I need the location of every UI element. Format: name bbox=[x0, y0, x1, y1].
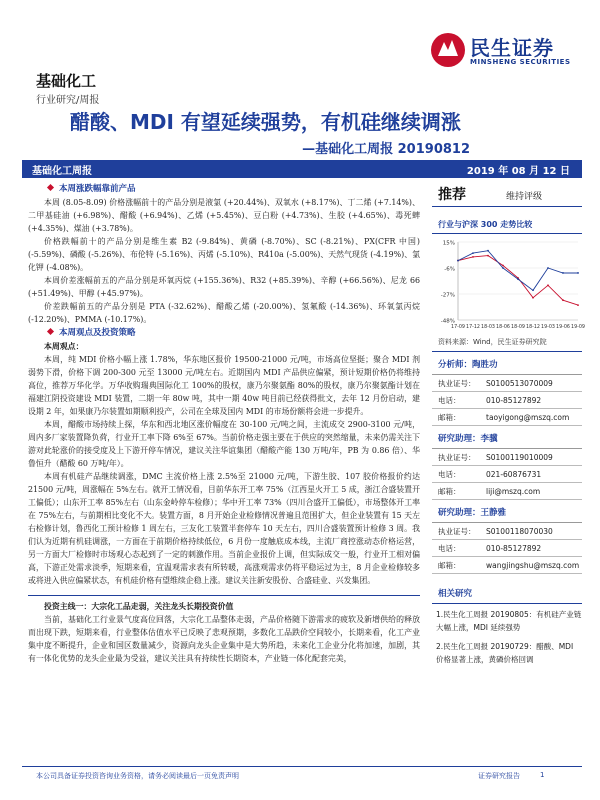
chart-data-point bbox=[577, 272, 579, 274]
chart-x-tick-label: 17-09 bbox=[451, 325, 465, 330]
sidebar bbox=[432, 182, 585, 668]
report-type: 行业研究/周报 bbox=[36, 95, 100, 106]
page-number: 1 bbox=[540, 771, 545, 779]
chart-data-point bbox=[532, 289, 534, 291]
chart-data-point bbox=[577, 304, 579, 306]
brand-name-en: MINSHENG SECURITIES bbox=[470, 58, 571, 66]
paragraph-mdi: 本周，纯 MDI 价格小幅上涨 1.78%，华东地区报价 19500-21000 元/吨，市场高位坚挺；聚合 MDI 剂弱势下滑，价格下调 200-300 元至 13000 元/吨左右。近期国内 MDI 产品供应偏紧，预计短期价格仍将维持高位，推荐万华化学。万华收购瑞典国际化工 100%的股权，康乃尔聚氨酯 80%的股权，康乃尔聚氨酯计划在福建江阴投资建设 MDI 装置，二期一年 80w 吨，其中一期 40w 吨目前已经获得批文，去年 12 月份启动，建设期 2 年，如果康乃尔装置如期顺利投产，公司在全球及国内 MDI 的市场份额将会进一步提升。 bbox=[28, 355, 420, 416]
assistant1-email-row: 邮箱： liji@mszq.com bbox=[432, 483, 582, 500]
chart-y-tick-label: -6% bbox=[444, 266, 455, 273]
analyst-phone-row: 电话： 010-85127892 bbox=[432, 392, 582, 409]
diamond-bullet-icon bbox=[47, 184, 54, 191]
chart-data-point bbox=[457, 260, 459, 262]
chart-x-tick-label: 19-06 bbox=[556, 325, 570, 330]
analyst-email-row: 邮箱： taoyigong@mszq.com bbox=[432, 409, 582, 426]
chart-y-tick-label: -27% bbox=[440, 292, 455, 299]
diamond-bullet-icon bbox=[47, 328, 54, 335]
assistant1-name: 李骥 bbox=[480, 434, 498, 444]
assistant2-license-row: 执业证号： S0100118070030 bbox=[432, 523, 582, 540]
paragraph-price-up: 本周 (8.05-8.09) 价格涨幅前十的产品分别是液氯 (+20.44%)、双氧水 (+8.17%)、丁二烯 (+7.14%)、二甲基硅油 (+6.98%)、醋酸 (+6.94%)、乙烯 (+5.45%)、豆白粉 (+4.73%)、生胶 (+4.65%)、毒死蜱 (+4.35%)、煤油 (+3.78%)。 bbox=[28, 198, 420, 233]
view-label: 本周观点： bbox=[44, 342, 84, 351]
paragraph-silicone: 本周有机硅产品继续调涨，DMC 主流价格上涨 2.5%至 21000 元/吨，下游生胶、107 胶价格报价约达 21500 元/吨，周涨幅在 5%左右。就开工情况看，目前华东开工率 75%（江西星火开工 5 成，浙江合盛装置开工偏低）；山东开工率 85%左右（山东金岭停车检修）；华中开工率 73%（四川合盛开工偏低），市场整体开工率在 75%左右，与前期相比变化不大。装置方面，8 月开始企业检修情况普遍且范围扩大，但企业装置有 15 天左右检修计划，鲁西化工预计检修 1 周左右，三友化工装置半套停车 10 天左右，四川合盛装置预计检修 3 周。我们认为近期有机硅调涨，一方面在于前期价格持续低位，6 月份一度触底成本线，主流厂商控涨动态价格运营，另一方面大厂检修时市场观心态起到了一定的刺激作用。当前企业报价上调，但实际成交一般，行业开工相对偏高，下游正处需求淡季，短期来看，宜温观需求表有所转暖，高涨观需求仍将平稳运过为主，8 月企业检修较多或将进入供应偏紧状态，有机硅价格有望维续企稳上涨。建议关注新安股份、合盛硅业、兴发集团。 bbox=[28, 472, 420, 585]
assistant2-email-link[interactable]: wangjingshu@mszq.com bbox=[486, 561, 580, 570]
paragraph-spread-down: 价差跌幅前五的产品分别是 PTA (-32.62%)、醋酸乙烯 (-20.00%)、氢氟酸 (-14.36%)、环氧氯丙烷 (-12.20%)、PMMA (-10.17%)。 bbox=[28, 302, 420, 324]
assistant2-name: 王静雅 bbox=[480, 508, 507, 518]
chart-data-point bbox=[472, 256, 474, 258]
paragraph-acetic-acid: 本周，醋酸市场持续上探，华东和西北地区涨价幅度在 30-100 元/吨之间，主流成交 2900-3100 元/吨，周内多厂家装置降负荷，行业开工率下降 6%至 67%。当前价格走强主要在于供应的突然缩量，未来仍需关注下游对此轮涨价的接受度及上下游开停车情况，建议关注华谊集团（醋酸产能 130 万吨/年，PB 为 0.86 倍）、华鲁恒升（醋酸 60 万吨/年）。 bbox=[28, 420, 420, 468]
assistant1-phone-row: 电话： 021-60876731 bbox=[432, 466, 582, 483]
paragraph-investment-line: 当前，基础化工行业景气度高位回落，大宗化工品整体走弱，产品价格随下游需求的疲软及新增供给的释放而出现下跌，短期来看，行业整体估值水平已反映了悲观预期，多数化工品跌价空间较小，长期来看，化工产业集中度不断提升，企业和国区数量减少，资源向龙头企业集中是大势所趋，未来化工企业分化将加速，加剧，其有一体化优势的龙头企业最为受益，建议关注具有持续性长期资本，产业链一体化配套完美， bbox=[28, 615, 420, 663]
chart-x-tick-label: 17-12 bbox=[466, 325, 480, 330]
chart-y-tick-label: -48% bbox=[440, 318, 455, 325]
chart-x-tick-label: 19-09 bbox=[571, 325, 585, 330]
brand-logo bbox=[430, 28, 580, 78]
industry-label: 基础化工 bbox=[36, 72, 97, 90]
related-research-heading: 相关研究 bbox=[432, 584, 582, 604]
chart-series-line bbox=[458, 256, 578, 306]
chart-x-tick-label: 18-03 bbox=[481, 325, 495, 330]
assistant2-heading: 研究助理：王静雅 bbox=[432, 500, 582, 523]
chart-data-point bbox=[502, 267, 504, 269]
chart-data-point bbox=[487, 255, 489, 257]
brand-name-cn: 民生证券 bbox=[470, 36, 554, 60]
trend-chart bbox=[432, 234, 585, 334]
trend-chart-svg bbox=[432, 234, 585, 334]
assistant1-heading: 研究助理：李骥 bbox=[432, 426, 582, 449]
footer-divider bbox=[22, 766, 582, 767]
chart-y-tick-label: 15% bbox=[442, 240, 455, 247]
rating-label: 推荐 bbox=[438, 187, 466, 203]
main-column bbox=[28, 182, 420, 665]
chart-source: 资料来源：Wind，民生证券研究院 bbox=[432, 334, 582, 352]
section-divider bbox=[28, 595, 420, 596]
chart-x-tick-label: 19-03 bbox=[541, 325, 555, 330]
chart-data-point bbox=[562, 272, 564, 274]
analyst-name: 陶胜功 bbox=[472, 360, 498, 370]
report-title: 醋酸、MDI 有望延续强势，有机硅继续调涨 bbox=[70, 110, 461, 134]
chart-x-tick-label: 18-12 bbox=[526, 325, 540, 330]
footer-report-label: 证券研究报告 bbox=[478, 772, 520, 780]
analyst-email-link[interactable]: taoyigong@mszq.com bbox=[486, 413, 570, 422]
rating-value: 维持评级 bbox=[506, 192, 543, 202]
band-report-name: 基础化工周报 bbox=[32, 166, 92, 177]
chart-x-tick-label: 18-09 bbox=[511, 325, 525, 330]
analyst-license-row: 执业证号： S0100513070009 bbox=[432, 375, 582, 392]
analyst-heading: 分析师：陶胜功 bbox=[432, 352, 582, 375]
chart-data-point bbox=[532, 297, 534, 299]
footer-disclaimer: 本公司具备证券投资咨询业务资格，请务必阅读最后一页免责声明 bbox=[36, 772, 239, 780]
logo-mark-icon bbox=[430, 32, 466, 68]
section-heading-products: 本周涨跌幅靠前产品 bbox=[28, 183, 420, 196]
report-subtitle: —基础化工周报 20190812 bbox=[302, 142, 470, 157]
related-research-item[interactable]: 1.民生化工周报 20190805：有机硅产业链大幅上涨，MDI 延续强势 bbox=[436, 610, 582, 632]
assistant2-phone-row: 电话： 010-85127892 bbox=[432, 540, 582, 557]
related-research-item[interactable]: 2.民生化工周报 20190729：醋酸、MDI 价格显著上涨，黄磷价格回调 bbox=[436, 642, 574, 664]
rating-row bbox=[432, 182, 582, 207]
chart-data-point bbox=[547, 284, 549, 286]
paragraph-spread-up: 本周价差涨幅前五的产品分别是环氧丙烷 (+155.36%)、R32 (+85.39%)、辛醇 (+66.56%)、尼龙 66 (+51.49%)、甲醇 (+45.97%)。 bbox=[28, 276, 420, 298]
chart-data-point bbox=[517, 278, 519, 280]
chart-data-point bbox=[487, 250, 489, 252]
band-date: 2019 年 08 月 12 日 bbox=[466, 166, 570, 177]
assistant1-license-row: 执业证号： S0100119010009 bbox=[432, 449, 582, 466]
section-heading-strategy: 本周观点及投资策略 bbox=[28, 327, 420, 340]
chart-data-point bbox=[472, 252, 474, 254]
chart-title: 行业与沪深 300 走势比较 bbox=[432, 219, 582, 234]
paragraph-price-down: 价格跌幅前十的产品分别是维生素 B2 (-9.84%)、黄磷 (-8.70%)、SC (-8.21%)、PX(CFR 中国) (-5.59%)、磷酸 (-5.26%)、布伦特 (-5.16%)、丙烯 (-5.10%)、R410a (-5.00%)、天然气现货 (-4.19%)、氯化钾 (-4.08%)。 bbox=[28, 237, 420, 272]
chart-data-point bbox=[547, 267, 549, 269]
assistant2-email-row: 邮箱： wangjingshu@mszq.com bbox=[432, 557, 582, 574]
chart-x-tick-label: 18-06 bbox=[496, 325, 510, 330]
chart-data-point bbox=[562, 299, 564, 301]
header-band bbox=[22, 160, 582, 178]
chart-data-point bbox=[502, 265, 504, 267]
assistant1-email-link[interactable]: liji@mszq.com bbox=[486, 487, 541, 496]
investment-line-heading: 投资主线一：大宗化工品走弱，关注龙头长期投资价值 bbox=[44, 602, 234, 611]
